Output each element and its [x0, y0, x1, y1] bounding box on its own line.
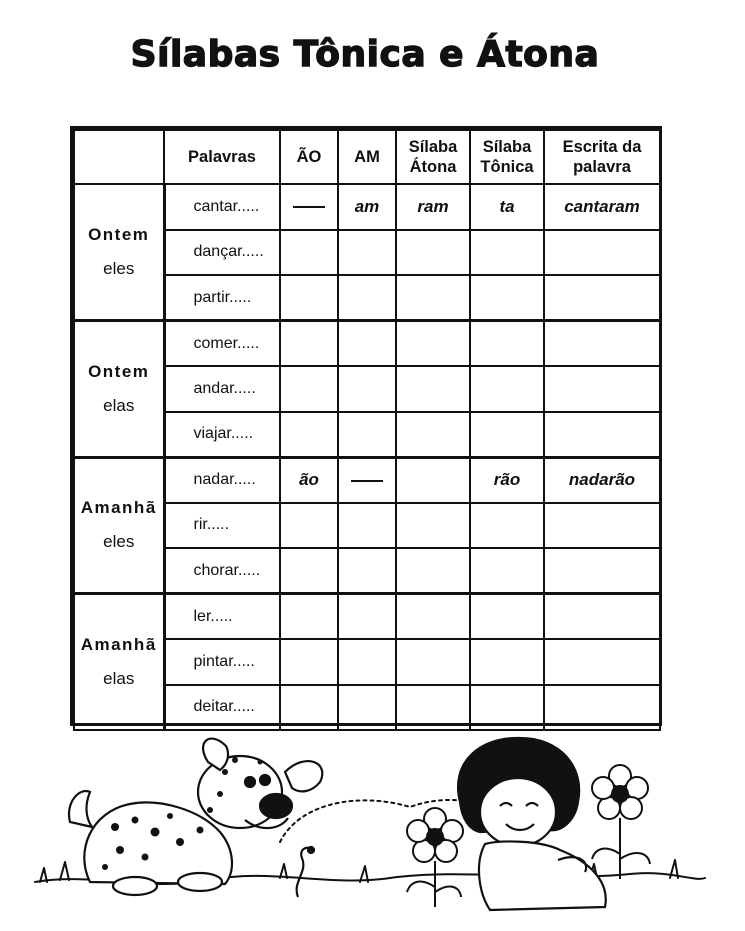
answer-ao[interactable]	[280, 685, 338, 731]
answer-am[interactable]	[338, 639, 396, 685]
answer-silaba-atona[interactable]	[396, 275, 470, 321]
group-who: eles	[103, 259, 135, 278]
dash-mark	[293, 206, 325, 208]
answer-silaba-tonica[interactable]	[470, 503, 544, 549]
table-row	[74, 321, 660, 367]
worm-icon	[297, 847, 314, 897]
answer-silaba-tonica[interactable]: rão	[470, 457, 544, 503]
header-silaba-tonica: Sílaba Tônica	[470, 130, 544, 184]
answer-escrita[interactable]	[544, 230, 660, 276]
group-when: Amanhã	[80, 498, 157, 518]
answer-escrita[interactable]: nadarão	[544, 457, 660, 503]
table-row	[74, 594, 660, 640]
answer-ao[interactable]: ão	[280, 457, 338, 503]
answer-am[interactable]	[338, 548, 396, 594]
answer-silaba-tonica[interactable]	[470, 321, 544, 367]
answer-ao[interactable]	[280, 412, 338, 458]
word-cell: andar.....	[164, 366, 280, 412]
dash-mark	[351, 480, 383, 482]
group-who: eles	[103, 532, 135, 552]
group-when: Ontem	[88, 225, 150, 244]
answer-ao[interactable]	[280, 548, 338, 594]
group-label	[74, 184, 164, 321]
answer-escrita[interactable]: cantaram	[544, 184, 660, 230]
answer-escrita[interactable]	[544, 275, 660, 321]
group-who: elas	[103, 669, 135, 688]
answer-escrita[interactable]	[544, 685, 660, 731]
answer-silaba-atona[interactable]	[396, 685, 470, 731]
answer-ao[interactable]	[280, 321, 338, 367]
group-when: Ontem	[88, 361, 150, 381]
group-label	[74, 321, 164, 458]
header-am: AM	[338, 130, 396, 184]
word-cell: nadar.....	[164, 457, 280, 503]
answer-ao[interactable]	[280, 230, 338, 276]
group-label	[74, 457, 164, 594]
answer-am[interactable]: am	[338, 184, 396, 230]
answer-escrita[interactable]	[544, 503, 660, 549]
answer-silaba-tonica[interactable]	[470, 548, 544, 594]
answer-escrita[interactable]	[544, 412, 660, 458]
table-row	[74, 184, 660, 230]
answer-silaba-atona[interactable]	[396, 639, 470, 685]
answer-ao[interactable]	[280, 275, 338, 321]
answer-escrita[interactable]	[544, 594, 660, 640]
answer-silaba-tonica[interactable]	[470, 685, 544, 731]
word-cell: dançar.....	[164, 230, 280, 276]
answer-am[interactable]	[338, 321, 396, 367]
answer-silaba-atona[interactable]	[396, 594, 470, 640]
answer-ao[interactable]	[280, 639, 338, 685]
dog-icon	[69, 739, 322, 895]
answer-escrita[interactable]	[544, 548, 660, 594]
answer-silaba-atona[interactable]	[396, 457, 470, 503]
answer-am[interactable]	[338, 412, 396, 458]
answer-escrita[interactable]	[544, 639, 660, 685]
group-who: elas	[103, 395, 135, 415]
answer-ao[interactable]	[280, 503, 338, 549]
child-icon	[458, 738, 606, 910]
word-cell: partir.....	[164, 275, 280, 321]
word-cell: rir.....	[164, 503, 280, 549]
answer-silaba-atona[interactable]	[396, 230, 470, 276]
header-escrita: Escrita da palavra	[544, 130, 660, 184]
answer-silaba-tonica[interactable]	[470, 366, 544, 412]
answer-silaba-atona[interactable]: ram	[396, 184, 470, 230]
word-cell: ler.....	[164, 594, 280, 640]
answer-escrita[interactable]	[544, 321, 660, 367]
answer-am[interactable]	[338, 275, 396, 321]
word-cell: comer.....	[164, 321, 280, 367]
answer-am[interactable]	[338, 230, 396, 276]
group-label	[74, 594, 164, 731]
table-row	[74, 457, 660, 503]
answer-ao[interactable]	[280, 184, 338, 230]
answer-silaba-tonica[interactable]	[470, 275, 544, 321]
answer-ao[interactable]	[280, 366, 338, 412]
answer-silaba-tonica[interactable]	[470, 594, 544, 640]
answer-am[interactable]	[338, 685, 396, 731]
answer-am[interactable]	[338, 457, 396, 503]
header-row	[74, 130, 660, 184]
group-when: Amanhã	[80, 635, 157, 654]
header-blank	[74, 130, 164, 184]
answer-silaba-tonica[interactable]	[470, 230, 544, 276]
answer-ao[interactable]	[280, 594, 338, 640]
answer-silaba-tonica[interactable]	[470, 412, 544, 458]
answer-silaba-tonica[interactable]: ta	[470, 184, 544, 230]
answer-silaba-atona[interactable]	[396, 412, 470, 458]
answer-am[interactable]	[338, 503, 396, 549]
answer-escrita[interactable]	[544, 366, 660, 412]
answer-am[interactable]	[338, 594, 396, 640]
answer-silaba-tonica[interactable]	[470, 639, 544, 685]
answer-am[interactable]	[338, 366, 396, 412]
answer-silaba-atona[interactable]	[396, 548, 470, 594]
header-ao: ÃO	[280, 130, 338, 184]
word-cell: pintar.....	[164, 639, 280, 685]
page-title: Sílabas Tônica e Átona	[130, 34, 600, 75]
answer-silaba-atona[interactable]	[396, 366, 470, 412]
answer-silaba-atona[interactable]	[396, 321, 470, 367]
word-cell: viajar.....	[164, 412, 280, 458]
illustration	[30, 732, 710, 927]
exercise-table	[70, 126, 662, 726]
header-palavras: Palavras	[164, 130, 280, 184]
word-cell: deitar.....	[164, 685, 280, 731]
answer-silaba-atona[interactable]	[396, 503, 470, 549]
word-cell: chorar.....	[164, 548, 280, 594]
word-cell: cantar.....	[164, 184, 280, 230]
header-silaba-atona: Sílaba Átona	[396, 130, 470, 184]
